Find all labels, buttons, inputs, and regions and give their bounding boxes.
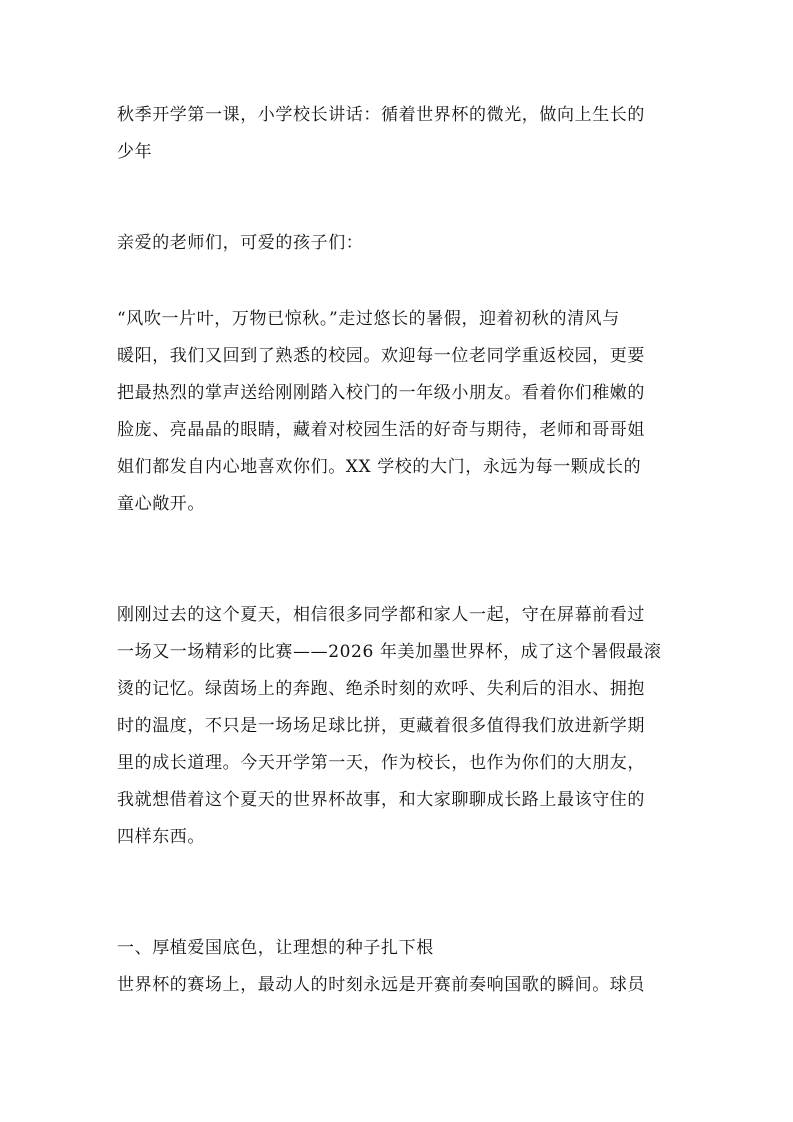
paragraph-1-line: 把最热烈的掌声送给刚刚踏入校门的一年级小朋友。看着你们稚嫩的: [117, 383, 645, 403]
salutation: [117, 225, 683, 262]
paragraph-2: [117, 597, 683, 856]
section-1-heading: 一、厚植爱国底色，让理想的种子扎下根: [117, 938, 434, 958]
paragraph-2-line: 里的成长道理。今天开学第一天，作为校长，也作为你们的大朋友，: [117, 753, 645, 773]
title-line-1: 秋季开学第一课，小学校长讲话：循着世界杯的微光，做向上生长的: [117, 105, 645, 125]
paragraph-2-line: 四样东西。: [117, 827, 205, 847]
paragraph-1-line: 暖阳，我们又回到了熟悉的校园。欢迎每一位老同学重返校园，更要: [117, 346, 645, 366]
paragraph-1: [117, 301, 683, 523]
paragraph-2-line: 刚刚过去的这个夏天，相信很多同学都和家人一起，守在屏幕前看过: [117, 605, 645, 625]
paragraph-2-line: 时的温度，不只是一场场足球比拼，更藏着很多值得我们放进新学期: [117, 716, 645, 736]
paragraph-2-line: 一场又一场精彩的比赛——2026 年美加墨世界杯，成了这个暑假最滚: [117, 642, 662, 662]
paragraph-2-line: 我就想借着这个夏天的世界杯故事，和大家聊聊成长路上最该守住的: [117, 790, 645, 810]
section-1: [117, 930, 683, 1004]
paragraph-1-line: 姐们都发自内心地喜欢你们。XX 学校的大门，永远为每一颗成长的: [117, 457, 642, 477]
paragraph-2-line: 烫的记忆。绿茵场上的奔跑、绝杀时刻的欢呼、失利后的泪水、拥抱: [117, 679, 645, 699]
salutation-text: 亲爱的老师们，可爱的孩子们：: [117, 233, 364, 253]
paragraph-1-line: 脸庞、亮晶晶的眼睛，藏着对校园生活的好奇与期待，老师和哥哥姐: [117, 420, 645, 440]
speech-title: [117, 97, 683, 171]
title-line-2: 少年: [117, 142, 153, 162]
paragraph-1-line: “风吹一片叶，万物已惊秋。”走过悠长的暑假，迎着初秋的清风与: [117, 309, 620, 329]
section-1-line: 世界杯的赛场上，最动人的时刻永远是开赛前奏响国歌的瞬间。球员: [117, 975, 645, 995]
paragraph-1-line: 童心敞开。: [117, 494, 205, 514]
